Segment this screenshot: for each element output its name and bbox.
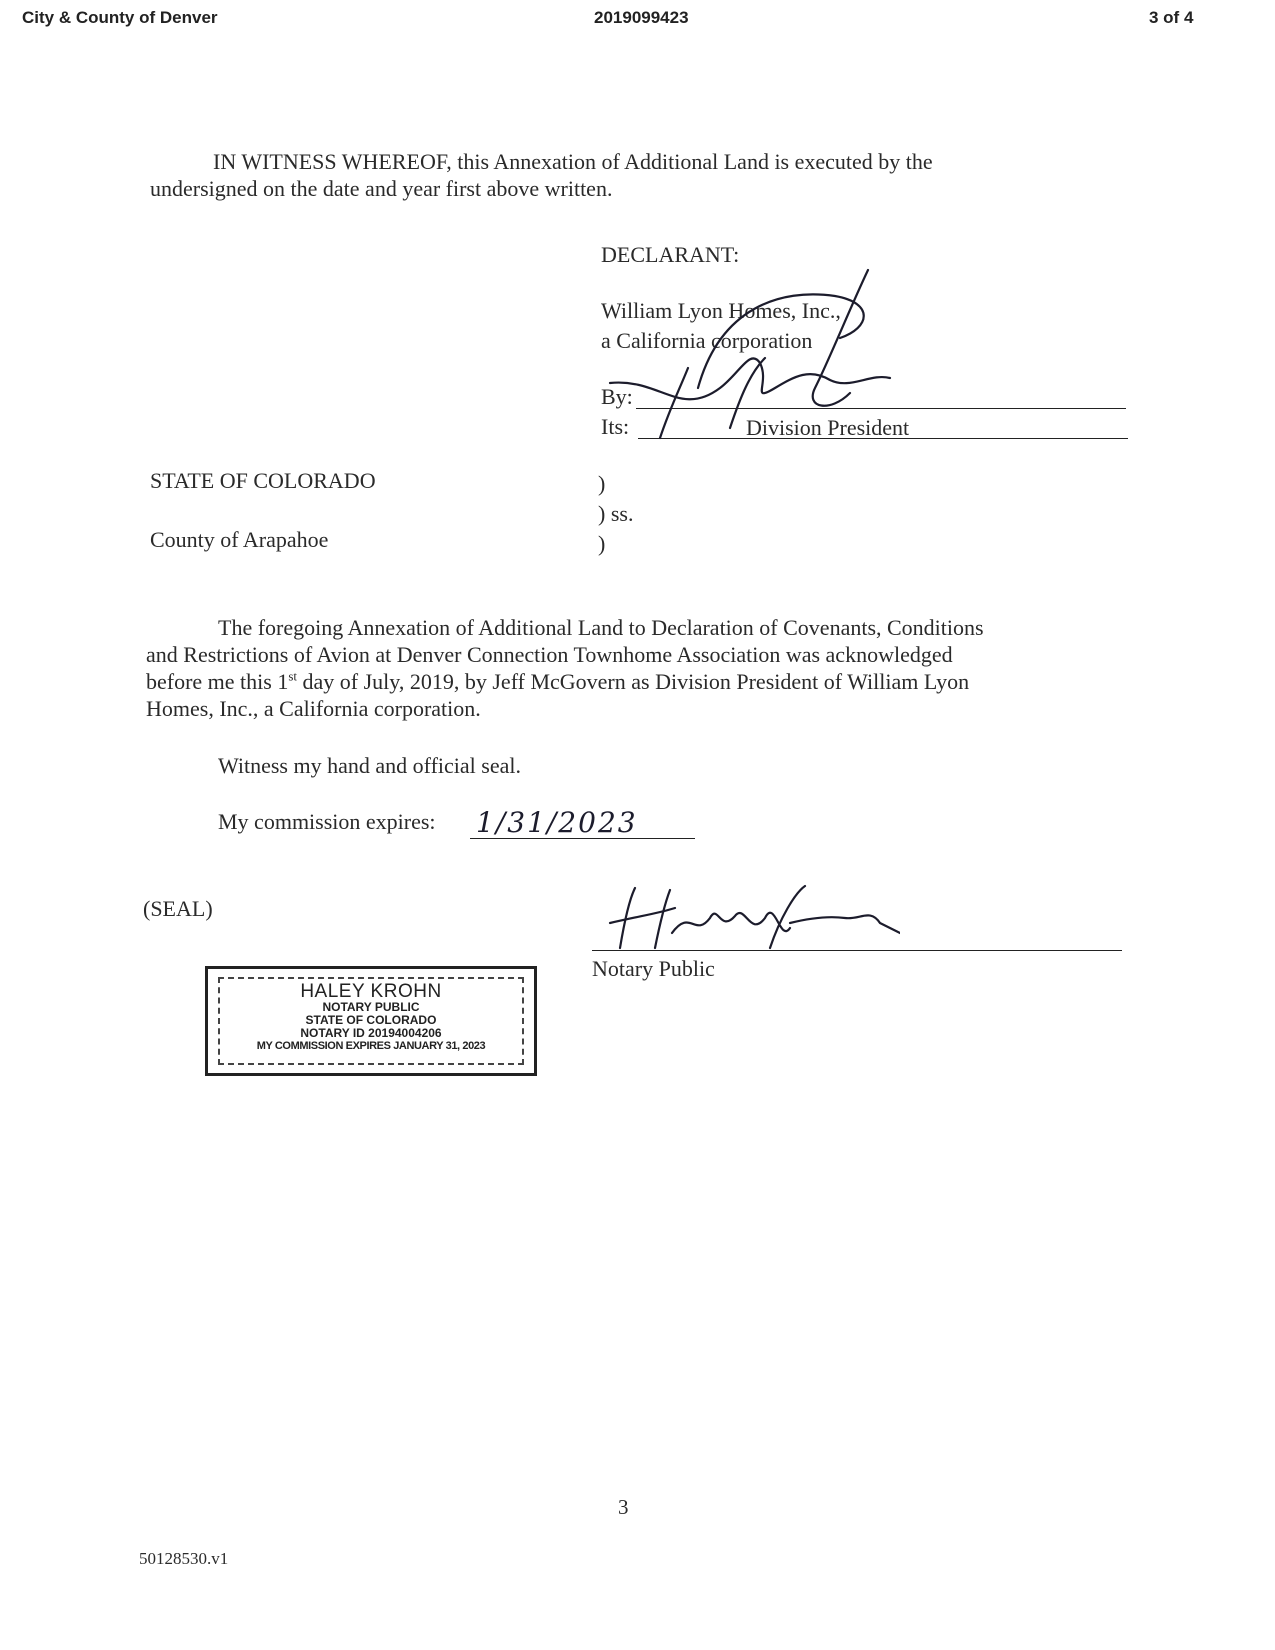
commission-label: My commission expires:: [218, 809, 436, 834]
ack-line-2: and Restrictions of Avion at Denver Connection Townhome Association was acknowledged: [146, 642, 953, 667]
stamp-name: HALEY KROHN: [300, 981, 442, 1002]
header-county: City & County of Denver: [22, 8, 218, 27]
stamp-title: NOTARY PUBLIC: [322, 1000, 420, 1014]
company-type: a California corporation: [601, 328, 813, 353]
stamp-state: STATE OF COLORADO: [305, 1013, 437, 1027]
venue-paren-3: ): [598, 531, 606, 556]
commission-date-line: [470, 838, 695, 839]
stamp-expiration: MY COMMISSION EXPIRES JANUARY 31, 2023: [256, 1040, 486, 1052]
declarant-signature: [600, 268, 930, 458]
ack-line-3-text: before me this 1st day of July, 2019, by Jeff McGovern as Division President of William Lyon: [146, 668, 970, 694]
seal-label: (SEAL): [143, 896, 213, 921]
venue-paren-1: ): [598, 471, 606, 496]
witness-hand-seal: Witness my hand and official seal.: [218, 753, 521, 778]
venue-state: STATE OF COLORADO: [150, 468, 376, 493]
header-page-count: 3 of 4: [1149, 8, 1194, 27]
declarant-label: DECLARANT:: [601, 242, 740, 267]
notary-public-label: Notary Public: [592, 956, 715, 981]
its-label: Its:: [601, 414, 630, 439]
notary-seal-stamp: [205, 966, 537, 1076]
witness-line-2: undersigned on the date and year first above written.: [150, 176, 613, 201]
ack-line-4: Homes, Inc., a California corporation.: [146, 696, 481, 721]
commission-date: 1/31/2023: [476, 806, 638, 839]
company-name: William Lyon Homes, Inc.,: [601, 298, 841, 323]
by-label: By:: [601, 384, 633, 409]
its-value: Division President: [746, 415, 910, 440]
witness-line-1: IN WITNESS WHEREOF, this Annexation of Additional Land is executed by the: [213, 149, 933, 174]
notary-signature-line: [592, 950, 1122, 951]
venue-county: County of Arapahoe: [150, 527, 329, 552]
header-reception-number: 2019099423: [594, 8, 689, 27]
page-number: 3: [618, 1495, 629, 1519]
stamp-border: [218, 977, 524, 1065]
document-id: 50128530.v1: [139, 1549, 229, 1568]
venue-paren-ss: ) ss.: [598, 501, 634, 526]
stamp-id: NOTARY ID 20194004206: [300, 1026, 442, 1040]
ack-line-3: [146, 668, 1123, 696]
ack-line-1: The foregoing Annexation of Additional Land to Declaration of Covenants, Conditions: [218, 615, 984, 640]
